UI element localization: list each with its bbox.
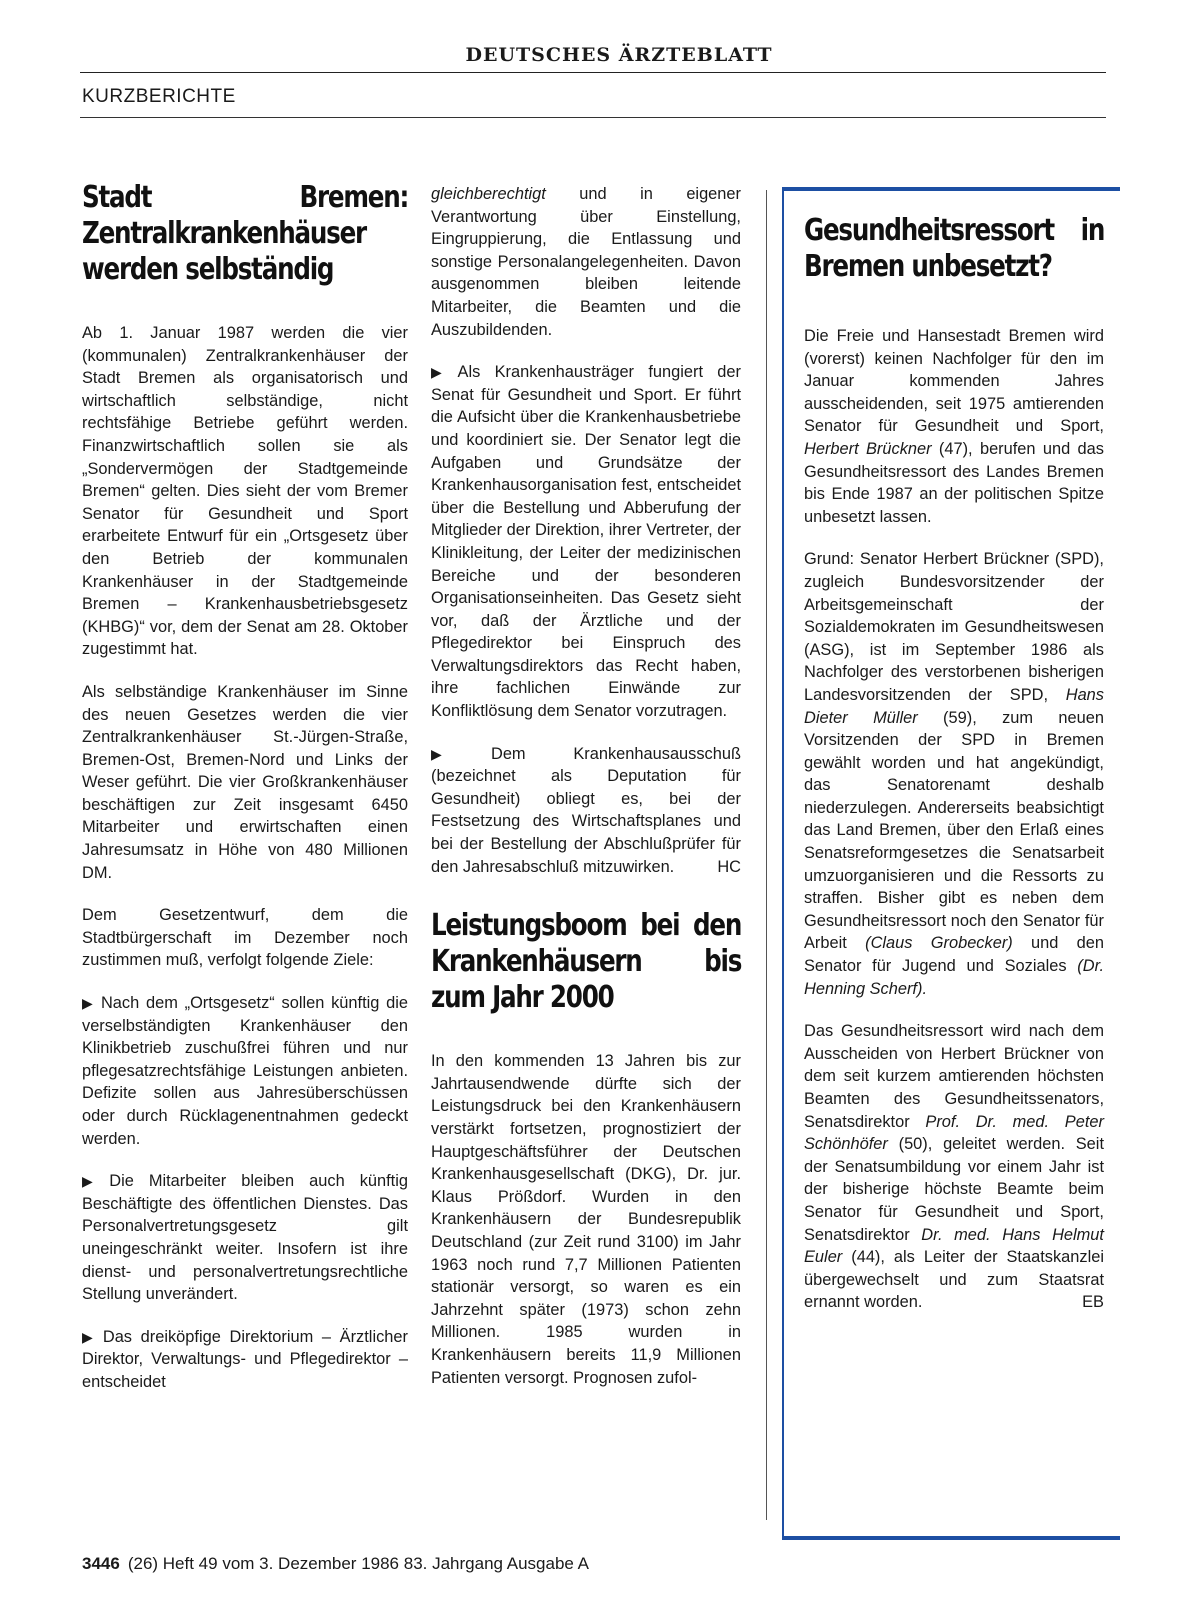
issue-info: (26) Heft 49 vom 3. Dezember 1986 83. Jahrgang Ausgabe A bbox=[127, 1554, 590, 1573]
bullet-arrow-icon: ▶ bbox=[82, 995, 95, 1012]
article1-continuation: gleichberechtigt und in eigener Verantwortung über Einstellung, Eingruppierung, die Entlassung und sonstige Personalangelegenheiten. Davon ausgenommen bleiben leitende Mitarbeiter, die Beamten und die Auszubildenden. bbox=[431, 185, 741, 339]
header-rule bbox=[80, 72, 1106, 73]
bullet-arrow-icon: ▶ bbox=[82, 1328, 97, 1345]
masthead: DEUTSCHES ÄRZTEBLATT bbox=[465, 44, 773, 66]
column-divider bbox=[766, 190, 767, 1520]
article2-body: In den kommenden 13 Jahren bis zur Jahrtausendwende dürfte sich der Leistungsdruck bei den Krankenhäusern verstärkt fortsetzen, prognostiziert der Hauptgeschäftsführer der Deutschen Krankenhausgesellschaft (DKG), Dr. jur. Klaus Prößdorf. Wurden in den Krankenhäusern der Bundesrepublik Deutschland (zur Zeit rund 3100) im Jahr 1963 noch rund 7,7 Millionen Patienten stationär versorgt, so waren es ein Jahrzehnt später (1973) schon zehn Millionen. 1985 wurden in Krankenhäusern bereits 11,9 Millionen Patienten versorgt. Prognosen zufol- bbox=[431, 1052, 741, 1387]
page-number: 3446 bbox=[82, 1554, 120, 1573]
article1-bullet: ▶ Dem Krankenhausausschuß (bezeichnet als Deputation für Gesundheit) obliegt es, bei der Festsetzung des Wirtschaftsplanes und bei der Bestellung der Abschlußprüfer für den Jahresabschluß mitzuwirken. HC bbox=[431, 743, 741, 879]
column-2 bbox=[431, 183, 741, 1409]
article3-paragraph: Die Freie und Hansestadt Bremen wird (vorerst) keinen Nachfolger für den im Januar kommenden Jahres ausscheidenden, seit 1975 amtierenden Senator für Gesundheit und Sport, Herbert Brückner (47), berufen und das Gesundheitsressort des Landes Bremen bis Ende 1987 an der politischen Spitze unbesetzt lassen. bbox=[804, 327, 1104, 526]
article1-bullet: ▶ Nach dem „Ortsgesetz“ sollen künftig die verselbständigten Krankenhäuser den Klinikbetrieb zuschußfrei führen und nur pflegesatzrechtsfähige Leistungen anbieten. Defizite sollen aus Jahresüberschüssen oder durch Rücklagenentnahmen gedeckt werden. bbox=[82, 994, 408, 1148]
bullet-arrow-icon: ▶ bbox=[431, 364, 452, 381]
article1-bullet: ▶ Das dreiköpfige Direktorium – Ärztlicher Direktor, Verwaltungs- und Pflegedirektor – entscheidet bbox=[82, 1327, 408, 1391]
bullet-arrow-icon: ▶ bbox=[431, 745, 485, 762]
article3-signature: EB bbox=[1082, 1293, 1104, 1312]
article3-paragraph: Das Gesundheitsressort wird nach dem Ausscheiden von Herbert Brückner von dem seit kurzem amtierenden höchsten Beamten des Gesundheitssenators, Senatsdirektor Prof. Dr. med. Peter Schönhöfer (50), geleitet werden. Seit der Senatsumbildung vor einem Jahr ist der bisherige höchste Beamte beim Senator für Gesundheit und Sport, Senatsdirektor Dr. med. Hans Helmut Euler (44), als Leiter der Staatskanzlei übergewechselt und zum Staatsrat ernannt worden. EB bbox=[804, 1020, 1104, 1314]
article1-bullet: ▶ Als Krankenhausträger fungiert der Senat für Gesundheit und Sport. Er führt die Aufsicht über die Krankenhausbetriebe und koordiniert sie. Der Senator legt die Aufgaben und Grundsätze der Krankenhausorganisation fest, entscheidet über die Bestellung und Abberufung der Mitglieder der Direktion, ihrer Vertreter, der Klinikleitung, der Leiter der medizinischen Bereiche und der besonderen Organisationseinheiten. Das Gesetz sieht vor, daß der Ärztliche und der Pflegedirektor bei Einspruch des Verwaltungsdirektors das Recht haben, ihre fachlichen Einwände zur Konfliktlösung dem Senator vorzutragen. bbox=[431, 363, 741, 721]
bullet-arrow-icon: ▶ bbox=[82, 1173, 104, 1190]
article2-headline: Leistungsboom bei den Krankenhäusern bis zum Jahr 2000 bbox=[431, 908, 742, 1016]
article3-paragraph: Grund: Senator Herbert Brückner (SPD), zugleich Bundesvorsitzender der Arbeitsgemeinschaft der Sozialdemokraten im Gesundheitswesen (ASG), ist im September 1986 als Nachfolger des verstorbenen bisherigen Landesvorsitzenden der SPD, Hans Dieter Müller (59), zum neuen Vorsitzenden der SPD in Bremen gewählt worden und hat angekündigt, das Senatorenamt deshalb niederzulegen. Andererseits beabsichtigt das Land Bremen, über den Erlaß eines Senatsreformgesetzes die Senatsarbeit umzuorganisieren und die Ressorts zu straffen. Bisher gibt es neben dem Gesundheitsressort noch den Senator für Arbeit (Claus Grobecker) und den Senator für Jugend und Soziales (Dr. Henning Scherf). bbox=[804, 550, 1104, 998]
column-3 bbox=[804, 213, 1104, 1334]
article1-paragraph: Dem Gesetzentwurf, dem die Stadtbürgerschaft im Dezember noch zustimmen muß, verfolgt folgende Ziele: bbox=[82, 906, 408, 970]
article3-headline: Gesundheitsressort in Bremen unbesetzt? bbox=[804, 213, 1105, 284]
section-rule bbox=[80, 117, 1106, 118]
article1-paragraph: Ab 1. Januar 1987 werden die vier (kommunalen) Zentralkrankenhäuser der Stadt Bremen als organisatorisch und wirtschaftlich selbständige, nicht rechtsfähige Betriebe geführt werden. Finanzwirtschaftlich sollen sie als „Sondervermögen der Stadtgemeinde Bremen“ gelten. Dies sieht der vom Bremer Senator für Gesundheit und Sport erarbeitete Entwurf für ein „Ortsgesetz über den Betrieb der kommunalen Krankenhäuser in der Stadtgemeinde Bremen – Krankenhausbetriebsgesetz (KHBG)“ vor, dem der Senat am 28. Oktober zugestimmt hat. bbox=[82, 324, 408, 659]
page-footer bbox=[82, 1554, 589, 1574]
article1-paragraph: Als selbständige Krankenhäuser im Sinne des neuen Gesetzes werden die vier Zentralkrankenhäuser St.-Jürgen-Straße, Bremen-Ost, Bremen-Nord und Links der Weser geführt. Die vier Großkrankenhäuser beschäftigen zur Zeit insgesamt 6450 Mitarbeiter und erwirtschaften einen Jahresumsatz in Höhe von 480 Millionen DM. bbox=[82, 682, 408, 882]
article1-bullet: ▶ Die Mitarbeiter bleiben auch künftig Beschäftigte des öffentlichen Dienstes. Das Personalvertretungsgesetz gilt uneingeschränkt weiter. Insofern ist ihre dienst- und personalvertretungsrechtliche Stellung unverändert. bbox=[82, 1172, 408, 1304]
article1-signature: HC bbox=[717, 857, 741, 876]
article1-headline: Stadt Bremen: Zentralkrankenhäuser werden selbständig bbox=[82, 180, 409, 287]
section-label: KURZBERICHTE bbox=[82, 86, 236, 107]
column-1 bbox=[82, 180, 408, 1414]
